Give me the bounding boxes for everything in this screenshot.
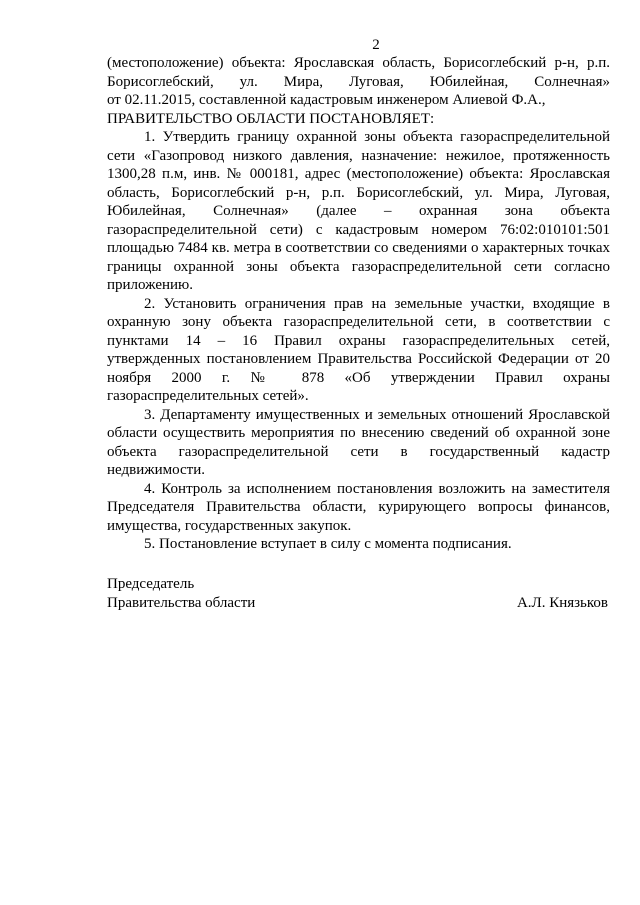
document-body bbox=[107, 54, 610, 554]
paragraph-5: 5. Постановление вступает в силу с момента подписания. bbox=[144, 536, 512, 552]
intro-date-line: от 02.11.2015, составленной кадастровым инженером Алиевой Ф.А., bbox=[107, 92, 546, 108]
page-number: 2 bbox=[372, 37, 380, 53]
paragraph-4: 4. Контроль за исполнением постановления возложить на заместителя Председателя Правительства области, курирующего вопросы финансов, имущества, государственных закупок. bbox=[107, 480, 610, 534]
signatory-title-line1: Председатель bbox=[107, 576, 195, 592]
signature-line bbox=[107, 594, 610, 613]
paragraph-2: 2. Установить ограничения прав на земельные участки, входящие в охранную зону объекта газораспределительной сети, в соответствии с пунктами 14 – 16 Правил охраны газораспределительных сетей, утвержденных постановлением Правительства Российской Федерации от 20 ноября 2000 г. № 878 «Об утверждении Правил охраны газораспределительных сетей». bbox=[107, 295, 610, 404]
paragraph-3: 3. Департаменту имущественных и земельных отношений Ярославской области осуществить мероприятия по внесению сведений об охранной зоне объекта газораспределительной сети в государственный кадастр недвижимости. bbox=[107, 406, 610, 478]
resolution-heading: ПРАВИТЕЛЬСТВО ОБЛАСТИ ПОСТАНОВЛЯЕТ: bbox=[107, 110, 435, 127]
signatory-name: А.Л. Князьков bbox=[516, 594, 608, 611]
signatory-title-line2: Правительства области bbox=[107, 594, 256, 611]
intro-continuation: (местоположение) объекта: Ярославская область, Борисоглебский р-н, р.п. Борисоглебский, ул. Мира, Луговая, Юбилейная, Солнечная» bbox=[107, 55, 610, 90]
paragraph-1: 1. Утвердить границу охранной зоны объекта газораспределительной сети «Газопровод низкого давления, назначение: нежилое, протяженность 1300,28 п.м, инв. № 000181, адрес (местоположение) объекта: Ярославская область, Борисоглебский р-н, р.п. Борисоглебский, ул. Мира, Луговая, Юбилейная, Солнечная» (далее – охранная зона объекта газораспределительной сети) с кадастровым номером 76:02:010101:501 площадью 7484 кв. метра в соответствии со сведениями о характерных точках границы охранной зоны объекта газораспределительной сети согласно приложению. bbox=[107, 129, 610, 293]
signature-block bbox=[107, 575, 610, 612]
